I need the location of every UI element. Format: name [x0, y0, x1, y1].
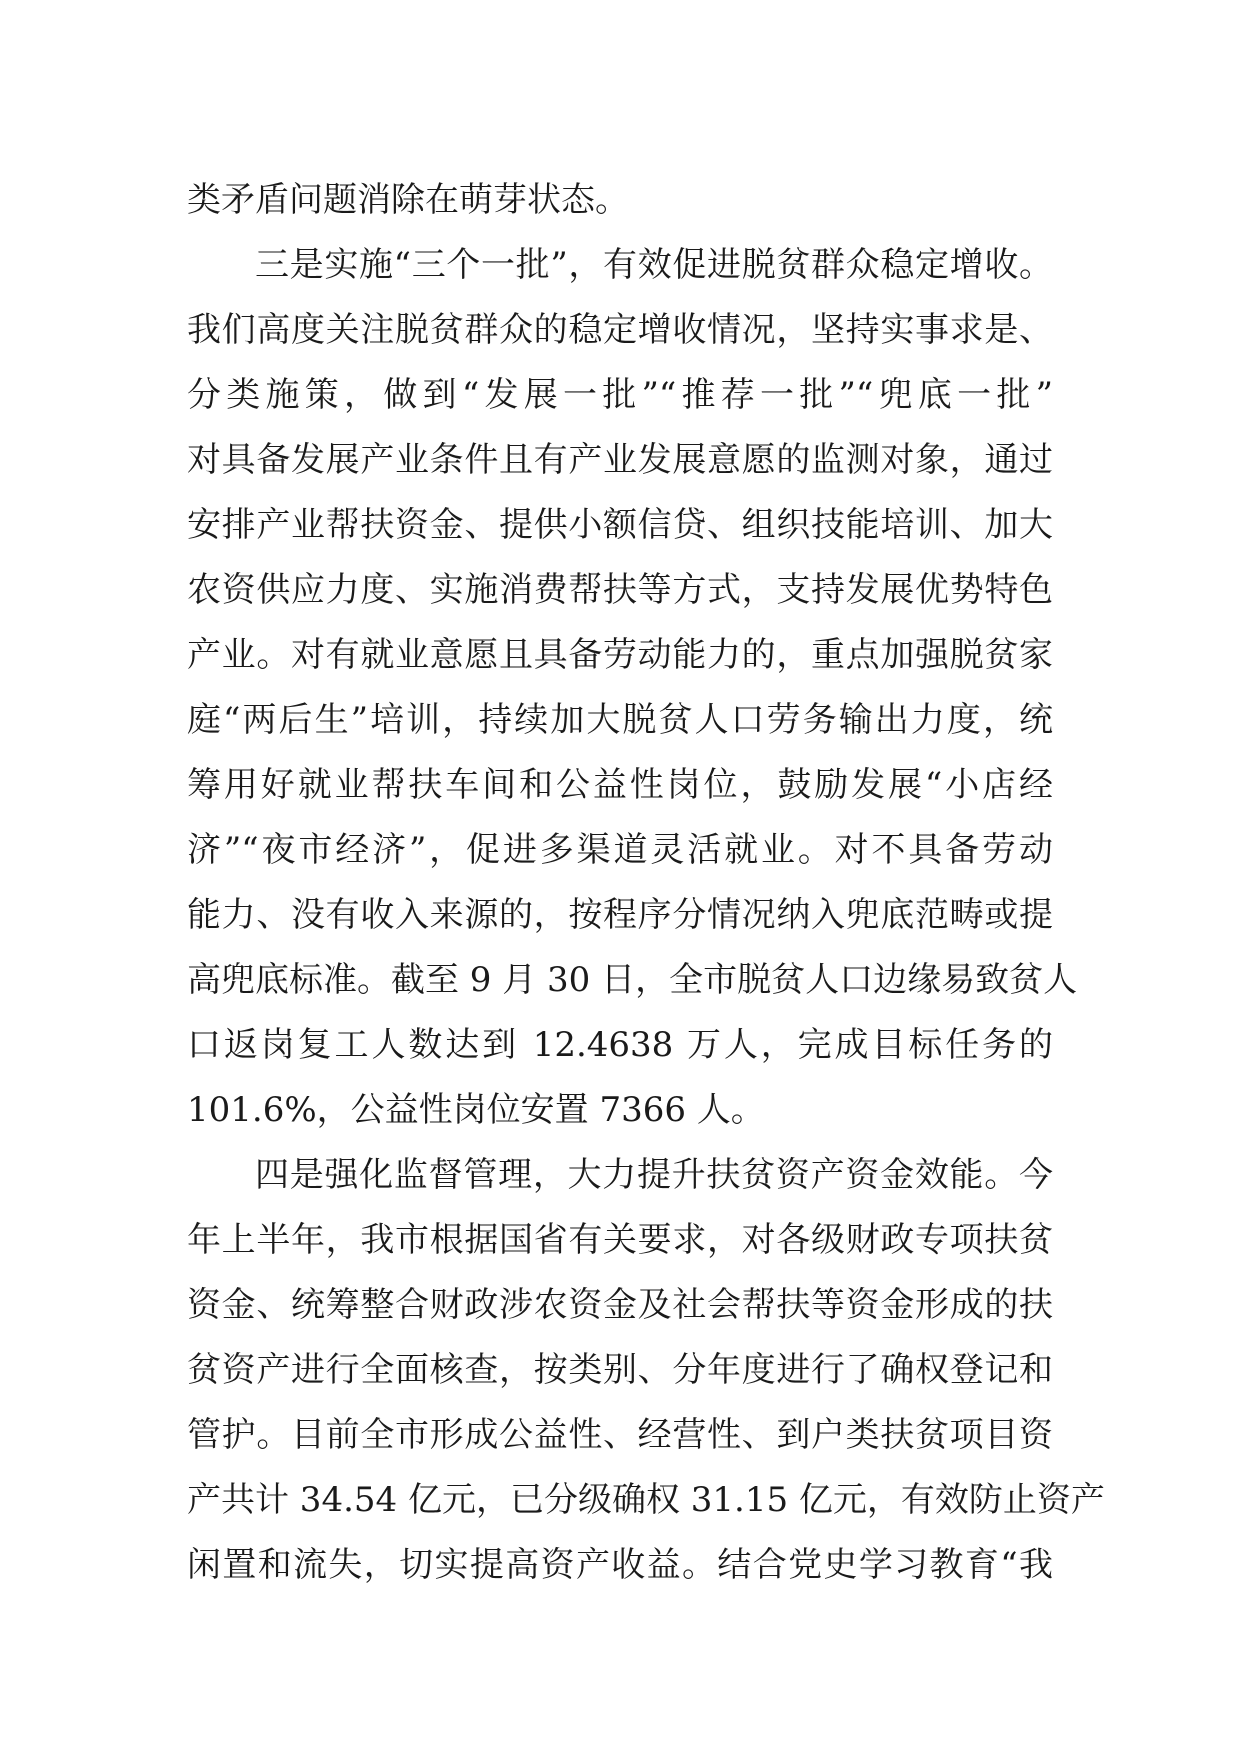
- text-line: 资金、统筹整合财政涉农资金及社会帮扶等资金形成的扶: [187, 1285, 1053, 1325]
- text-line: 分类施策，做到“发展一批”“推荐一批”“兜底一批”: [187, 375, 1053, 415]
- text-line: 安排产业帮扶资金、提供小额信贷、组织技能培训、加大: [187, 505, 1053, 545]
- text-line: 产业。对有就业意愿且具备劳动能力的，重点加强脱贫家: [187, 635, 1053, 675]
- text-line: 口返岗复工人数达到 12.4638 万人，完成目标任务的: [187, 1025, 1053, 1065]
- text-line: 101.6%，公益性岗位安置 7366 人。: [187, 1090, 765, 1130]
- text-line: 产共计 34.54 亿元，已分级确权 31.15 亿元，有效防止资产: [187, 1480, 1105, 1520]
- text-line: 济”“夜市经济”，促进多渠道灵活就业。对不具备劳动: [187, 830, 1053, 870]
- text-line: 我们高度关注脱贫群众的稳定增收情况，坚持实事求是、: [187, 310, 1053, 350]
- text-line: 三是实施“三个一批”，有效促进脱贫群众稳定增收。: [255, 245, 1053, 285]
- text-line: 高兜底标准。截至 9 月 30 日，全市脱贫人口边缘易致贫人: [187, 960, 1078, 1000]
- text-line: 筹用好就业帮扶车间和公益性岗位，鼓励发展“小店经: [187, 765, 1053, 805]
- text-line: 对具备发展产业条件且有产业发展意愿的监测对象，通过: [187, 440, 1053, 480]
- text-line: 能力、没有收入来源的，按程序分情况纳入兜底范畴或提: [187, 895, 1053, 935]
- text-line: 管护。目前全市形成公益性、经营性、到户类扶贫项目资: [187, 1415, 1053, 1455]
- text-line: 四是强化监督管理，大力提升扶贫资产资金效能。今: [255, 1155, 1053, 1195]
- text-line: 农资供应力度、实施消费帮扶等方式，支持发展优势特色: [187, 570, 1053, 610]
- document-body: [187, 168, 1105, 1598]
- text-line: 贫资产进行全面核查，按类别、分年度进行了确权登记和: [187, 1350, 1053, 1390]
- text-line: 闲置和流失，切实提高资产收益。结合党史学习教育“我: [187, 1545, 1053, 1585]
- text-line: 类矛盾问题消除在萌芽状态。: [187, 180, 629, 220]
- text-line: 年上半年，我市根据国省有关要求，对各级财政专项扶贫: [187, 1220, 1053, 1260]
- text-line: 庭“两后生”培训，持续加大脱贫人口劳务输出力度，统: [187, 700, 1053, 740]
